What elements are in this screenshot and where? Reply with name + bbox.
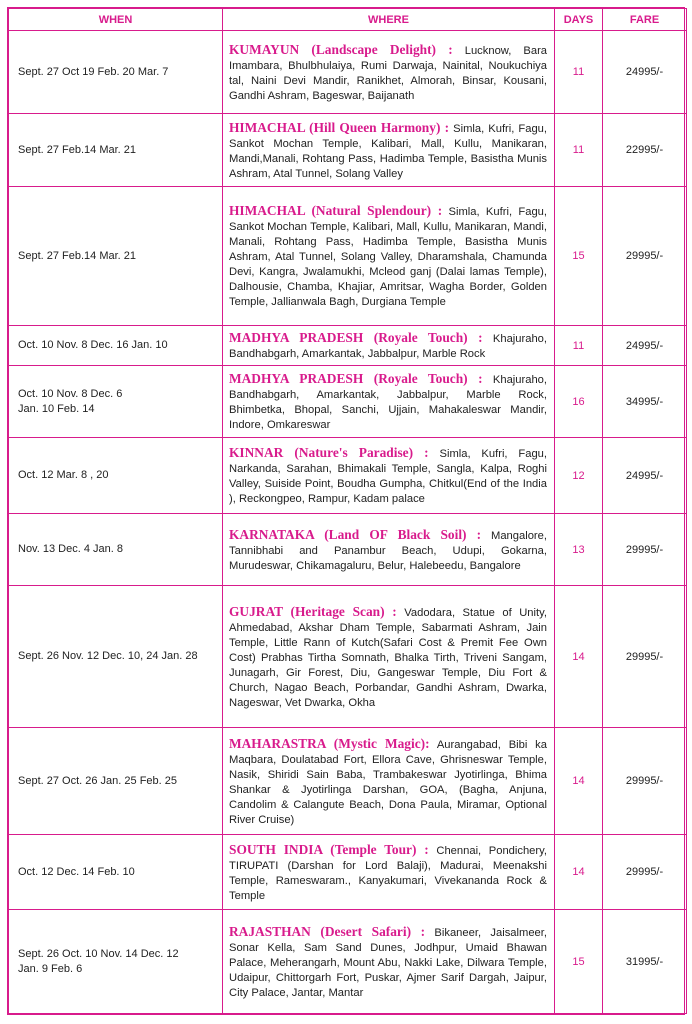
when-cell: Sept. 27 Oct. 26 Jan. 25 Feb. 25 (9, 728, 223, 835)
tour-name: HIMACHAL (Hill Queen Harmony) : (229, 119, 450, 135)
header-row (9, 9, 687, 31)
fare-cell: 29995/- (603, 514, 687, 586)
where-cell (223, 586, 555, 728)
where-cell (223, 31, 555, 114)
table-row (9, 514, 687, 586)
tour-schedule-table (8, 8, 687, 1014)
when-cell: Sept. 26 Oct. 10 Nov. 14 Dec. 12 Jan. 9 Feb. 6 (9, 910, 223, 1014)
fare-cell: 31995/- (603, 910, 687, 1014)
days-cell: 13 (555, 514, 603, 586)
tour-name: KINNAR (Nature's Paradise) : (229, 445, 429, 460)
tour-name: KUMAYUN (Landscape Delight) : (229, 41, 453, 57)
fare-cell: 29995/- (603, 187, 687, 326)
tour-name: MAHARASTRA (Mystic Magic): (229, 735, 430, 751)
fare-cell: 34995/- (603, 366, 687, 438)
days-cell: 12 (555, 438, 603, 514)
table-row (9, 910, 687, 1014)
table-row (9, 326, 687, 366)
tour-places: Khajuraho, Bandhabgarh, Amarkantak, Jabbalpur, Marble Rock, Bhimbetka, Bhopal, Sanchi, Ujjain, Mahakaleswar Mandir, Indore, Omkareswar (229, 374, 548, 431)
tour-name: HIMACHAL (Natural Splendour) : (229, 203, 443, 218)
days-cell: 11 (555, 326, 603, 366)
tour-name: RAJASTHAN (Desert Safari) : (229, 923, 426, 939)
fare-cell: 24995/- (603, 31, 687, 114)
where-cell (223, 835, 555, 910)
where-cell (223, 187, 555, 326)
when-cell: Oct. 10 Nov. 8 Dec. 6 Jan. 10 Feb. 14 (9, 366, 223, 438)
when-cell: Oct. 10 Nov. 8 Dec. 16 Jan. 10 (9, 326, 223, 366)
days-cell: 15 (555, 910, 603, 1014)
when-cell: Sept. 27 Feb.14 Mar. 21 (9, 114, 223, 187)
when-cell: Oct. 12 Mar. 8 , 20 (9, 438, 223, 514)
tour-name: MADHYA PRADESH (Royale Touch) : (229, 371, 483, 386)
fare-cell: 29995/- (603, 835, 687, 910)
fare-cell: 22995/- (603, 114, 687, 187)
tour-schedule-frame (7, 7, 685, 1015)
tour-places: Aurangabad, Bibi ka Maqbara, Doulatabad Fort, Ellora Cave, Ghrisneswar Temple, Nasik, Shiridi Sain Baba, Trambakeswar Jyotirlinga, Bhima Shankar & Jyotirlinga Darshan, GOA, (Bagha, Anjuna, Candolim & Calangute Beach, Dona Paula, Miramar, Optional River Cruise) (229, 738, 548, 826)
when-cell: Sept. 27 Feb.14 Mar. 21 (9, 187, 223, 326)
where-cell (223, 114, 555, 187)
where-cell (223, 728, 555, 835)
fare-cell: 24995/- (603, 438, 687, 514)
days-cell: 14 (555, 728, 603, 835)
when-cell: Oct. 12 Dec. 14 Feb. 10 (9, 835, 223, 910)
where-cell (223, 910, 555, 1014)
tour-places: Simla, Kufri, Fagu, Narkanda, Sarahan, Bhimakali Temple, Sangla, Kalpa, Roghi Valley, Suiside Point, Boudha Gumpha, Chitkul(End of the India ), Reckongpeo, Rampur, Kadam palace (229, 448, 547, 505)
fare-cell: 24995/- (603, 326, 687, 366)
header-where: WHERE (223, 9, 555, 31)
tour-places: Simla, Kufri, Fagu, Sankot Mochan Temple, Kalibari, Mall, Kullu, Manikaran, Mandi, Manali, Rohtang Pass, Hadimba Temple, Basistha Munis Ashram, Atal Tunnel, Solang Valley, Dharamshala, Chamunda Devi, Kangra, Jwalamukhi, Mcleod ganj (Dalai lamas Temple), Dalhousie, Chamba, Khajiar, Amritsar, Wagha Border, Golden Temple, Jallianwala Bagh, Durgiana Temple (229, 206, 547, 308)
where-cell (223, 326, 555, 366)
table-row (9, 438, 687, 514)
header-when: WHEN (9, 9, 223, 31)
table-row (9, 366, 687, 438)
where-cell (223, 438, 555, 514)
when-cell: Nov. 13 Dec. 4 Jan. 8 (9, 514, 223, 586)
fare-cell: 29995/- (603, 586, 687, 728)
tour-places: Chennai, Pondichery, TIRUPATI (Darshan for Lord Balaji), Madurai, Meenakshi Temple, Rameswaram., Kanyakumari, Vivekananda Rock & Temple (229, 844, 548, 902)
table-row (9, 31, 687, 114)
days-cell: 15 (555, 187, 603, 326)
tour-name: MADHYA PRADESH (Royale Touch) : (229, 330, 483, 345)
table-row (9, 187, 687, 326)
fare-cell: 29995/- (603, 728, 687, 835)
days-cell: 11 (555, 31, 603, 114)
days-cell: 14 (555, 835, 603, 910)
tour-places: Lucknow, Bara Imambara, Bhulbhulaiya, Rumi Darwaja, Nainital, Noukuchiya tal, Naini Devi Mandir, Ranikhet, Almorah, Binsar, Kousani, Gandhi Ashram, Bageswar, Baijanath (229, 44, 548, 102)
table-row (9, 728, 687, 835)
tour-name: GUJRAT (Heritage Scan) : (229, 603, 397, 619)
header-fare: FARE (603, 9, 687, 31)
header-days: DAYS (555, 9, 603, 31)
tour-places: Simla, Kufri, Fagu, Sankot Mochan Temple, Kalibari, Mall, Kullu, Manikaran, Mandi,Manali, Rohtang Pass, Hadimba Temple, Basistha Munis Ashram, Atal Tunnel, Solang Valley (229, 122, 547, 180)
days-cell: 11 (555, 114, 603, 187)
where-cell (223, 366, 555, 438)
tour-places: Khajuraho, Bandhabgarh, Amarkantak, Jabbalpur, Marble Rock (229, 333, 548, 360)
days-cell: 14 (555, 586, 603, 728)
tour-name: KARNATAKA (Land OF Black Soil) : (229, 526, 482, 542)
when-cell: Sept. 26 Nov. 12 Dec. 10, 24 Jan. 28 (9, 586, 223, 728)
table-row (9, 114, 687, 187)
tour-places: Bikaneer, Jaisalmeer, Sonar Kella, Sam Sand Dunes, Jodhpur, Umaid Bhawan Palace, Meherangarh, Mount Abu, Nakki Lake, Dilwara Temple, Udaipur, Chittorgarh Fort, Puskar, Ajmer Sarif Dargah, Jaipur, City Palace, Jantar, Mantar (229, 926, 547, 999)
when-cell: Sept. 27 Oct 19 Feb. 20 Mar. 7 (9, 31, 223, 114)
tour-name: SOUTH INDIA (Temple Tour) : (229, 841, 429, 857)
table-row (9, 586, 687, 728)
where-cell (223, 514, 555, 586)
table-row (9, 835, 687, 910)
tour-places: Vadodara, Statue of Unity, Ahmedabad, Akshar Dham Temple, Sabarmati Ashram, Jain Temple, Little Rann of Kutch(Safari Cost & Premit Fee Own Cost) Prabhas Tirtha Somnath, Bhalka Tirth, Triveni Sangam, Junagarh, Gir Forest, Diu, Gangeswar Temple, Diu Fort & Church, Nagao Beach, Porbandar, Gandhi Ashram, Dwarka, Nageswar, Vet Dwarka, Okha (229, 606, 547, 709)
tour-places: Mangalore, Tannibhabi and Panambur Beach, Udupi, Gokarna, Murudeswar, Chikamagaluru, Belur, Halebeedu, Bangalore (229, 529, 547, 572)
days-cell: 16 (555, 366, 603, 438)
